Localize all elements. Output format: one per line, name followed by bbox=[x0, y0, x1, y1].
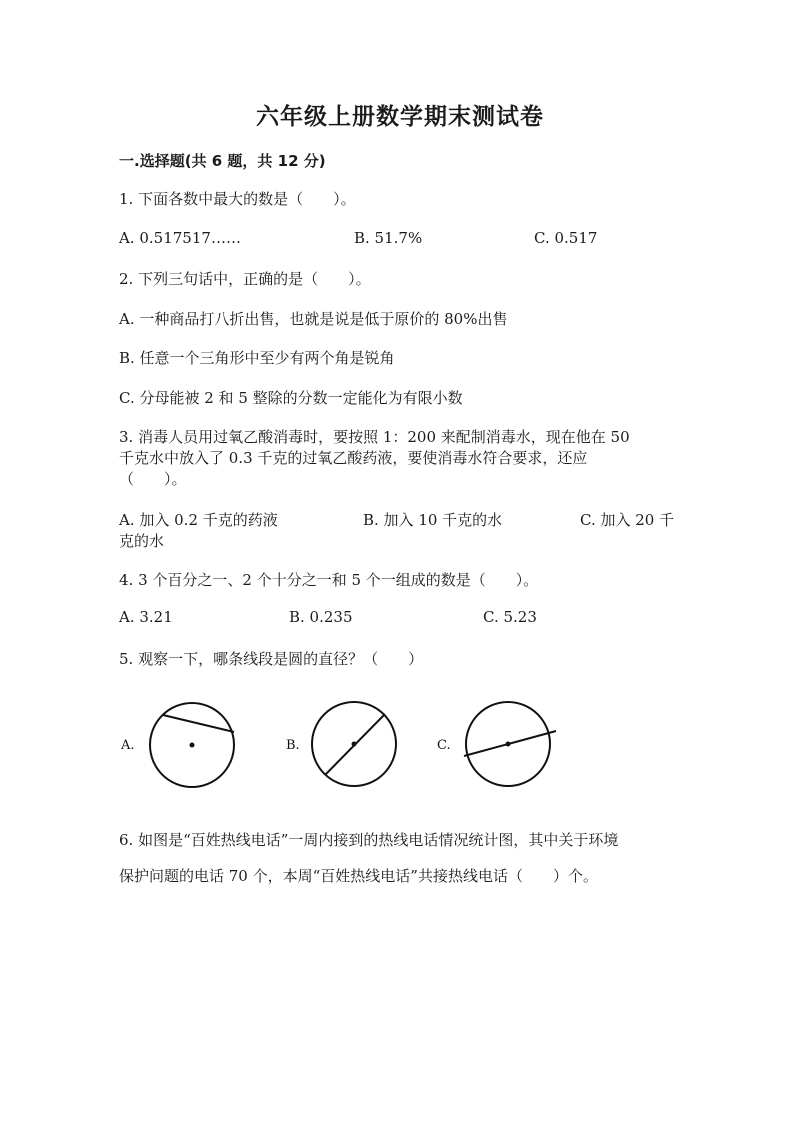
figure-a-label: A. bbox=[121, 738, 135, 753]
question-6-stem-line-1: 6. 如图是“百姓热线电话”一周内接到的热线电话情况统计图，其中关于环境 bbox=[119, 831, 619, 849]
center-point-b bbox=[352, 742, 357, 747]
question-6-stem-line-2: 保护问题的电话 70 个，本周“百姓热线电话”共接热线电话（ ）个。 bbox=[119, 867, 598, 885]
question-2-option-c: C. 分母能被 2 和 5 整除的分数一定能化为有限小数 bbox=[119, 389, 463, 407]
question-4-option-a: A. 3.21 bbox=[119, 608, 173, 626]
figure-c bbox=[437, 702, 556, 786]
figure-b-label: B. bbox=[286, 738, 300, 753]
question-4-option-b: B. 0.235 bbox=[289, 608, 353, 626]
question-1-option-c: C. 0.517 bbox=[534, 229, 598, 247]
question-2-option-b: B. 任意一个三角形中至少有两个角是锐角 bbox=[119, 349, 395, 367]
question-4-option-c: C. 5.23 bbox=[483, 608, 537, 626]
section-heading: 一.选择题(共 6 题，共 12 分) bbox=[119, 152, 326, 170]
page-title: 六年级上册数学期末测试卷 bbox=[256, 103, 544, 130]
question-5-stem: 5. 观察一下，哪条线段是圆的直径？（ ） bbox=[119, 650, 424, 668]
question-3-stem-line-2: 千克水中放入了 0.3 千克的过氧乙酸药液，要使消毒水符合要求，还应 bbox=[119, 449, 588, 467]
figure-a bbox=[120, 703, 234, 787]
figure-c-label: C. bbox=[437, 738, 451, 753]
figure-b bbox=[286, 702, 396, 786]
question-2-option-a: A. 一种商品打八折出售，也就是说是低于原价的 80%出售 bbox=[119, 310, 508, 328]
question-3-stem-line-1: 3. 消毒人员用过氧乙酸消毒时，要按照 1：200 来配制消毒水，现在他在 50 bbox=[119, 428, 630, 446]
question-5-circle-figures bbox=[119, 695, 569, 795]
question-1-option-b: B. 51.7% bbox=[354, 229, 423, 247]
question-1-option-a: A. 0.517517…… bbox=[119, 229, 241, 247]
question-2-stem: 2. 下列三句话中，正确的是（ ）。 bbox=[119, 270, 371, 288]
question-3-option-c-continued: 克的水 bbox=[119, 532, 165, 550]
question-4-stem: 4. 3 个百分之一、2 个十分之一和 5 个一组成的数是（ ）。 bbox=[119, 571, 539, 589]
question-3-option-a: A. 加入 0.2 千克的药液 bbox=[119, 511, 278, 529]
center-point-c bbox=[506, 742, 511, 747]
question-3-option-b: B. 加入 10 千克的水 bbox=[363, 511, 503, 529]
center-point-a bbox=[190, 743, 195, 748]
question-3-option-c: C. 加入 20 千 bbox=[580, 511, 675, 529]
question-1-stem: 1. 下面各数中最大的数是（ ）。 bbox=[119, 190, 356, 208]
question-3-stem-line-3: （ ）。 bbox=[119, 470, 187, 488]
